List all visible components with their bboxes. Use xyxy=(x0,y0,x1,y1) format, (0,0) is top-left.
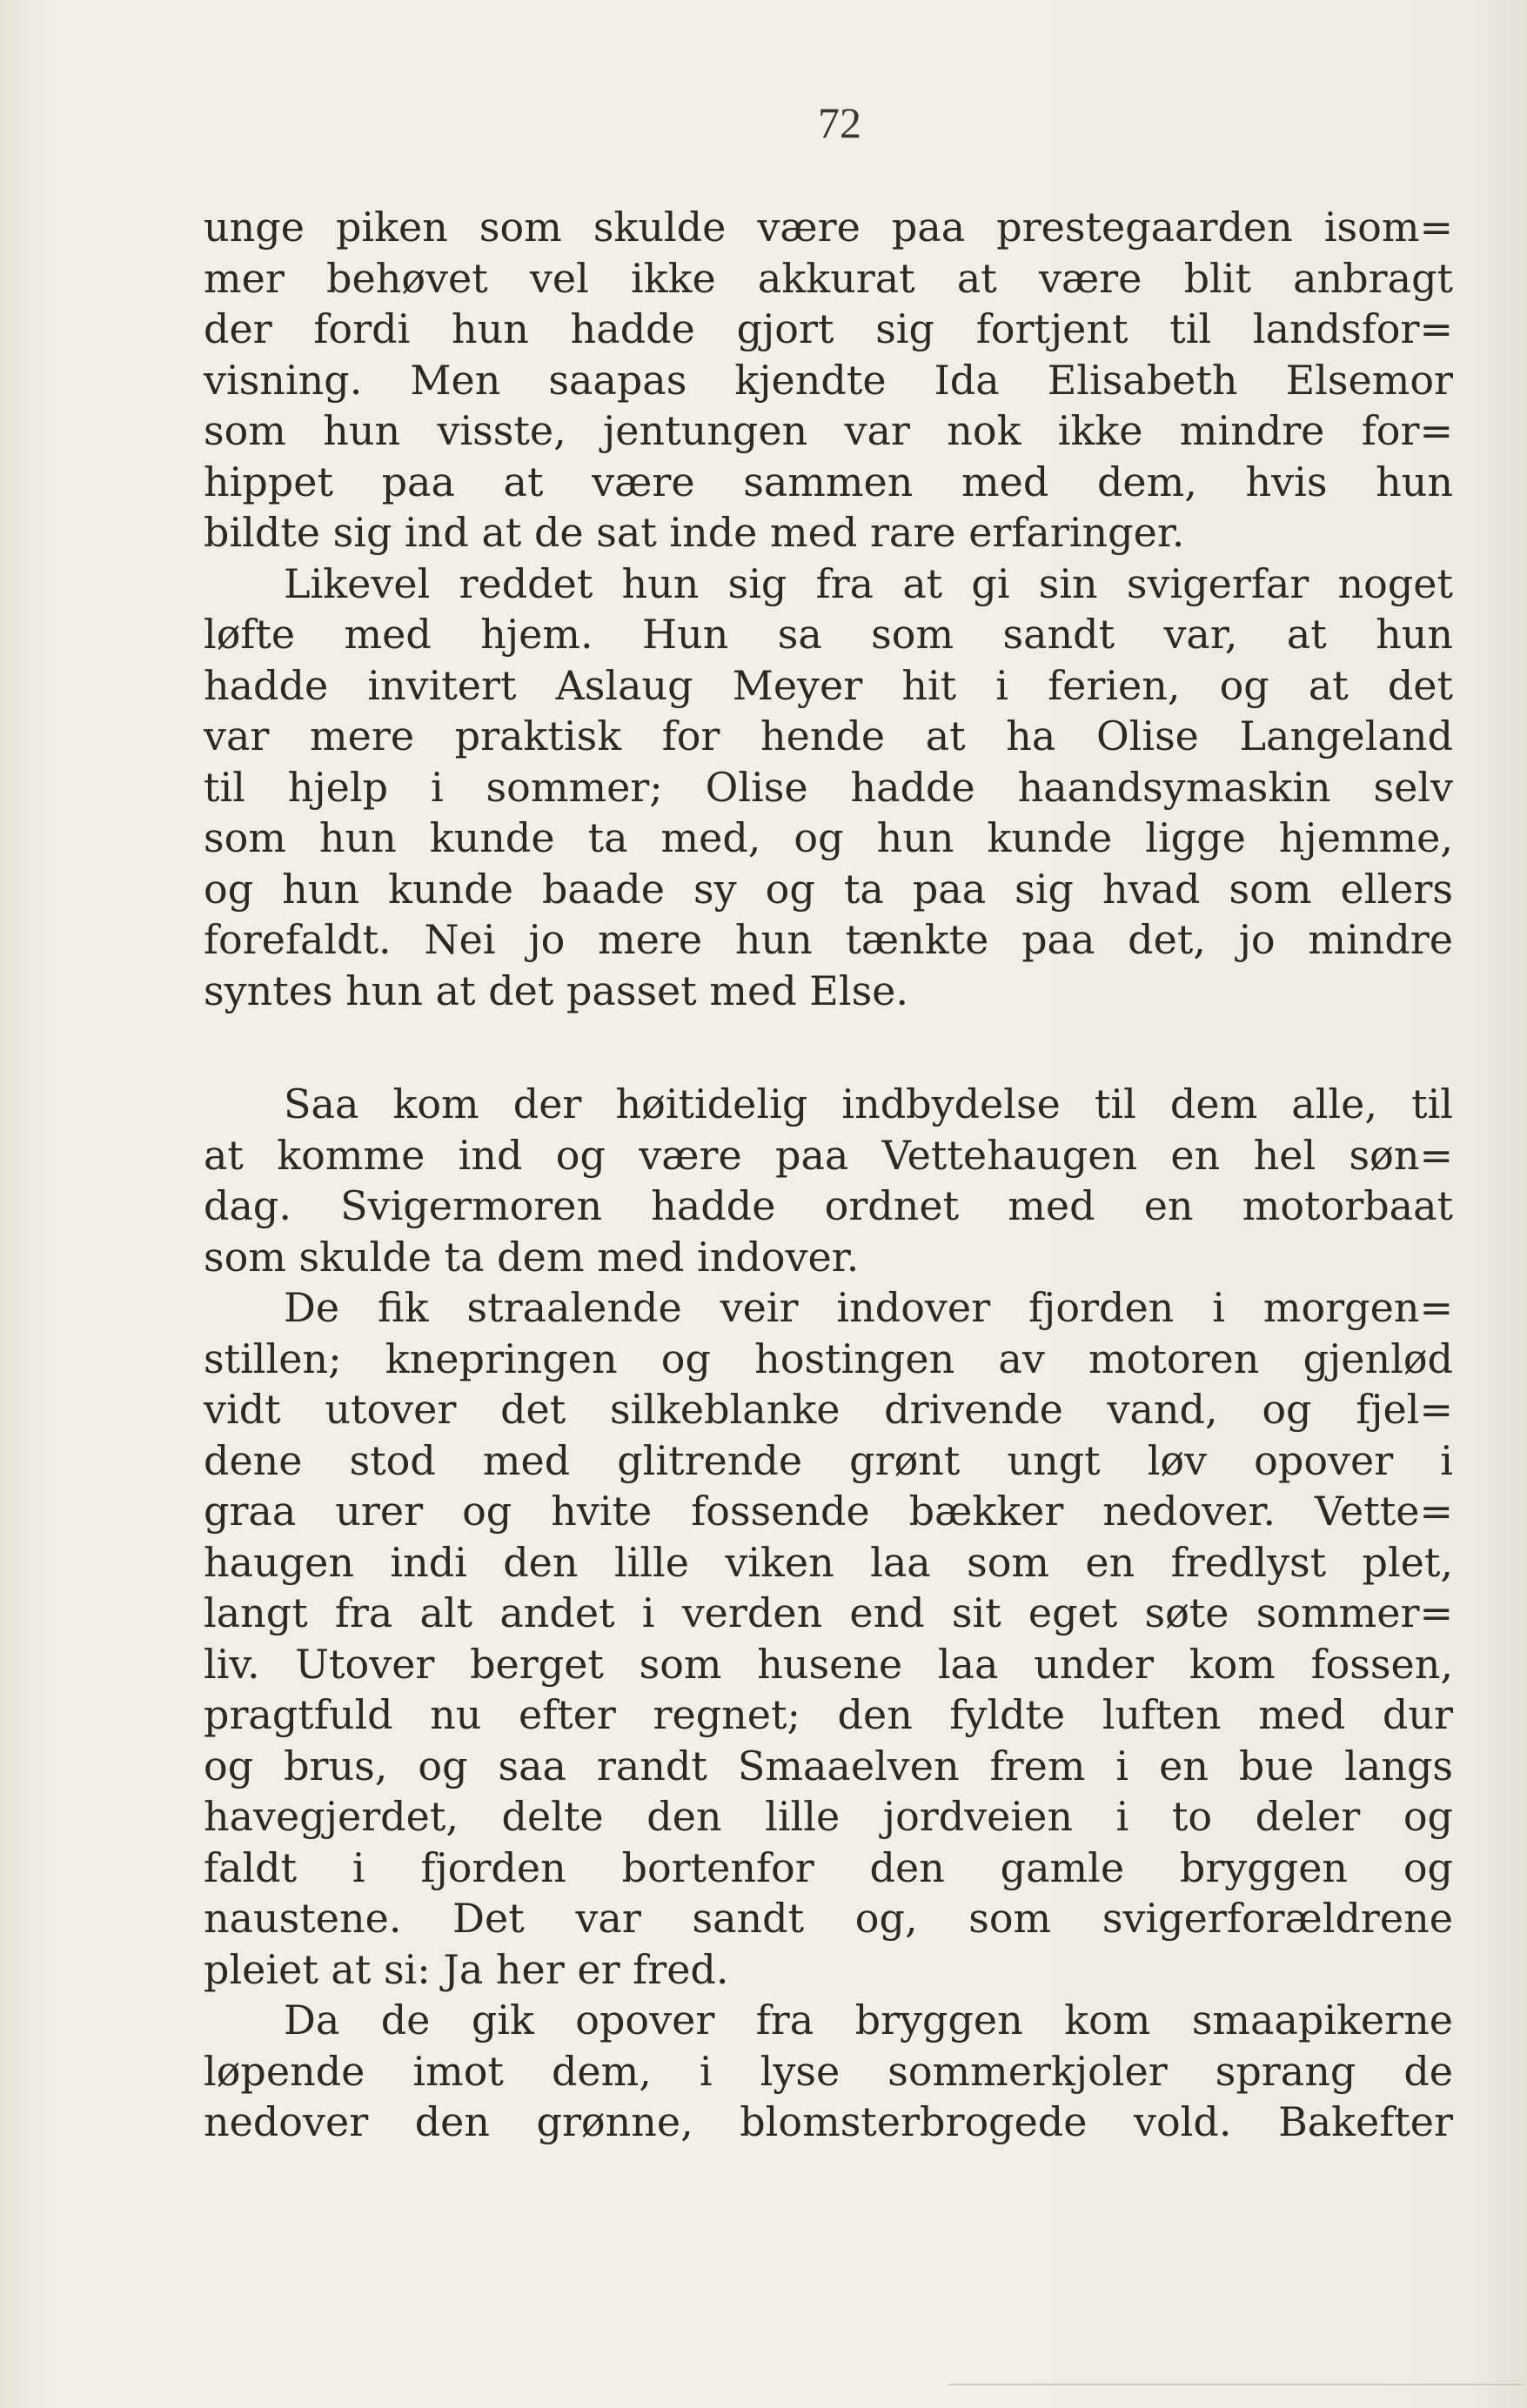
text-line: Saa kom der høitidelig indbydelse til dem alle, til xyxy=(284,1080,1453,1127)
text-line: var mere praktisk for hende at ha Olise Langeland xyxy=(204,712,1453,759)
text-line: havegjerdet, delte den lille jordveien i to deler og xyxy=(204,1793,1453,1840)
text-line: løfte med hjem. Hun sa som sandt var, at hun xyxy=(204,611,1453,658)
text-line: unge piken som skulde være paa prestegaarden isom= xyxy=(204,204,1453,251)
text-line: vidt utover det silkeblanke drivende vand, og fjel= xyxy=(204,1386,1453,1433)
text-line: naustene. Det var sandt og, som svigerforældrene xyxy=(204,1895,1453,1942)
text-line: nedover den grønne, blomsterbrogede vold. Bakefter xyxy=(204,2098,1453,2145)
text-line: haugen indi den lille viken laa som en fredlyst plet, xyxy=(204,1538,1453,1586)
text-line: dag. Svigermoren hadde ordnet med en motorbaat xyxy=(204,1182,1453,1229)
text-line: faldt i fjorden bortenfor den gamle bryggen og xyxy=(204,1843,1453,1891)
text-line: og brus, og saa randt Smaaelven frem i en bue langs xyxy=(204,1742,1453,1789)
text-line: hippet paa at være sammen med dem, hvis hun xyxy=(204,458,1453,505)
text-block-2 xyxy=(204,1079,1453,2148)
text-line: at komme ind og være paa Vettehaugen en hel søn= xyxy=(204,1131,1453,1179)
page-edge-line xyxy=(948,2384,1523,2385)
text-line: som skulde ta dem med indover. xyxy=(204,1233,860,1281)
text-line: Likevel reddet hun sig fra at gi sin svigerfar noget xyxy=(284,559,1453,607)
page-number: 72 xyxy=(818,98,861,147)
text-line: løpende imot dem, i lyse sommerkjoler sprang de xyxy=(204,2047,1453,2095)
text-line: De fik straalende veir indover fjorden i morgen= xyxy=(284,1284,1453,1331)
text-line: forefaldt. Nei jo mere hun tænkte paa det, jo mindre xyxy=(204,916,1453,963)
text-line: stillen; knepringen og hostingen av motoren gjenlød xyxy=(204,1334,1453,1382)
text-line: som hun visste, jentungen var nok ikke mindre for= xyxy=(204,407,1453,454)
text-line: og hun kunde baade sy og ta paa sig hvad som ellers xyxy=(204,865,1453,913)
text-line: liv. Utover berget som husene laa under kom fossen, xyxy=(204,1640,1453,1688)
text-line: mer behøvet vel ikke akkurat at være blit anbragt xyxy=(204,254,1453,302)
text-line: syntes hun at det passet med Else. xyxy=(204,967,909,1014)
text-line: visning. Men saapas kjendte Ida Elisabeth Elsemor xyxy=(204,356,1453,404)
text-line: bildte sig ind at de sat inde med rare erfaringer. xyxy=(204,509,1185,556)
text-line: der fordi hun hadde gjort sig fortjent til landsfor= xyxy=(204,305,1453,352)
text-line: dene stod med glitrende grønt ungt løv opover i xyxy=(204,1436,1453,1484)
text-line: langt fra alt andet i verden end sit eget søte sommer= xyxy=(204,1589,1453,1636)
text-line: som hun kunde ta med, og hun kunde ligge hjemme, xyxy=(204,814,1453,861)
text-line: Da de gik opover fra bryggen kom smaapikerne xyxy=(284,1997,1453,2043)
text-block-1 xyxy=(204,202,1453,1016)
text-line: graa urer og hvite fossende bækker nedover. Vette= xyxy=(204,1488,1453,1535)
text-line: pragtfuld nu efter regnet; den fyldte luften med dur xyxy=(204,1691,1453,1738)
text-line: til hjelp i sommer; Olise hadde haandsymaskin selv xyxy=(204,763,1453,811)
text-line: hadde invitert Aslaug Meyer hit i ferien, og at det xyxy=(204,661,1453,709)
text-line: pleiet at si: Ja her er fred. xyxy=(204,1945,729,1993)
